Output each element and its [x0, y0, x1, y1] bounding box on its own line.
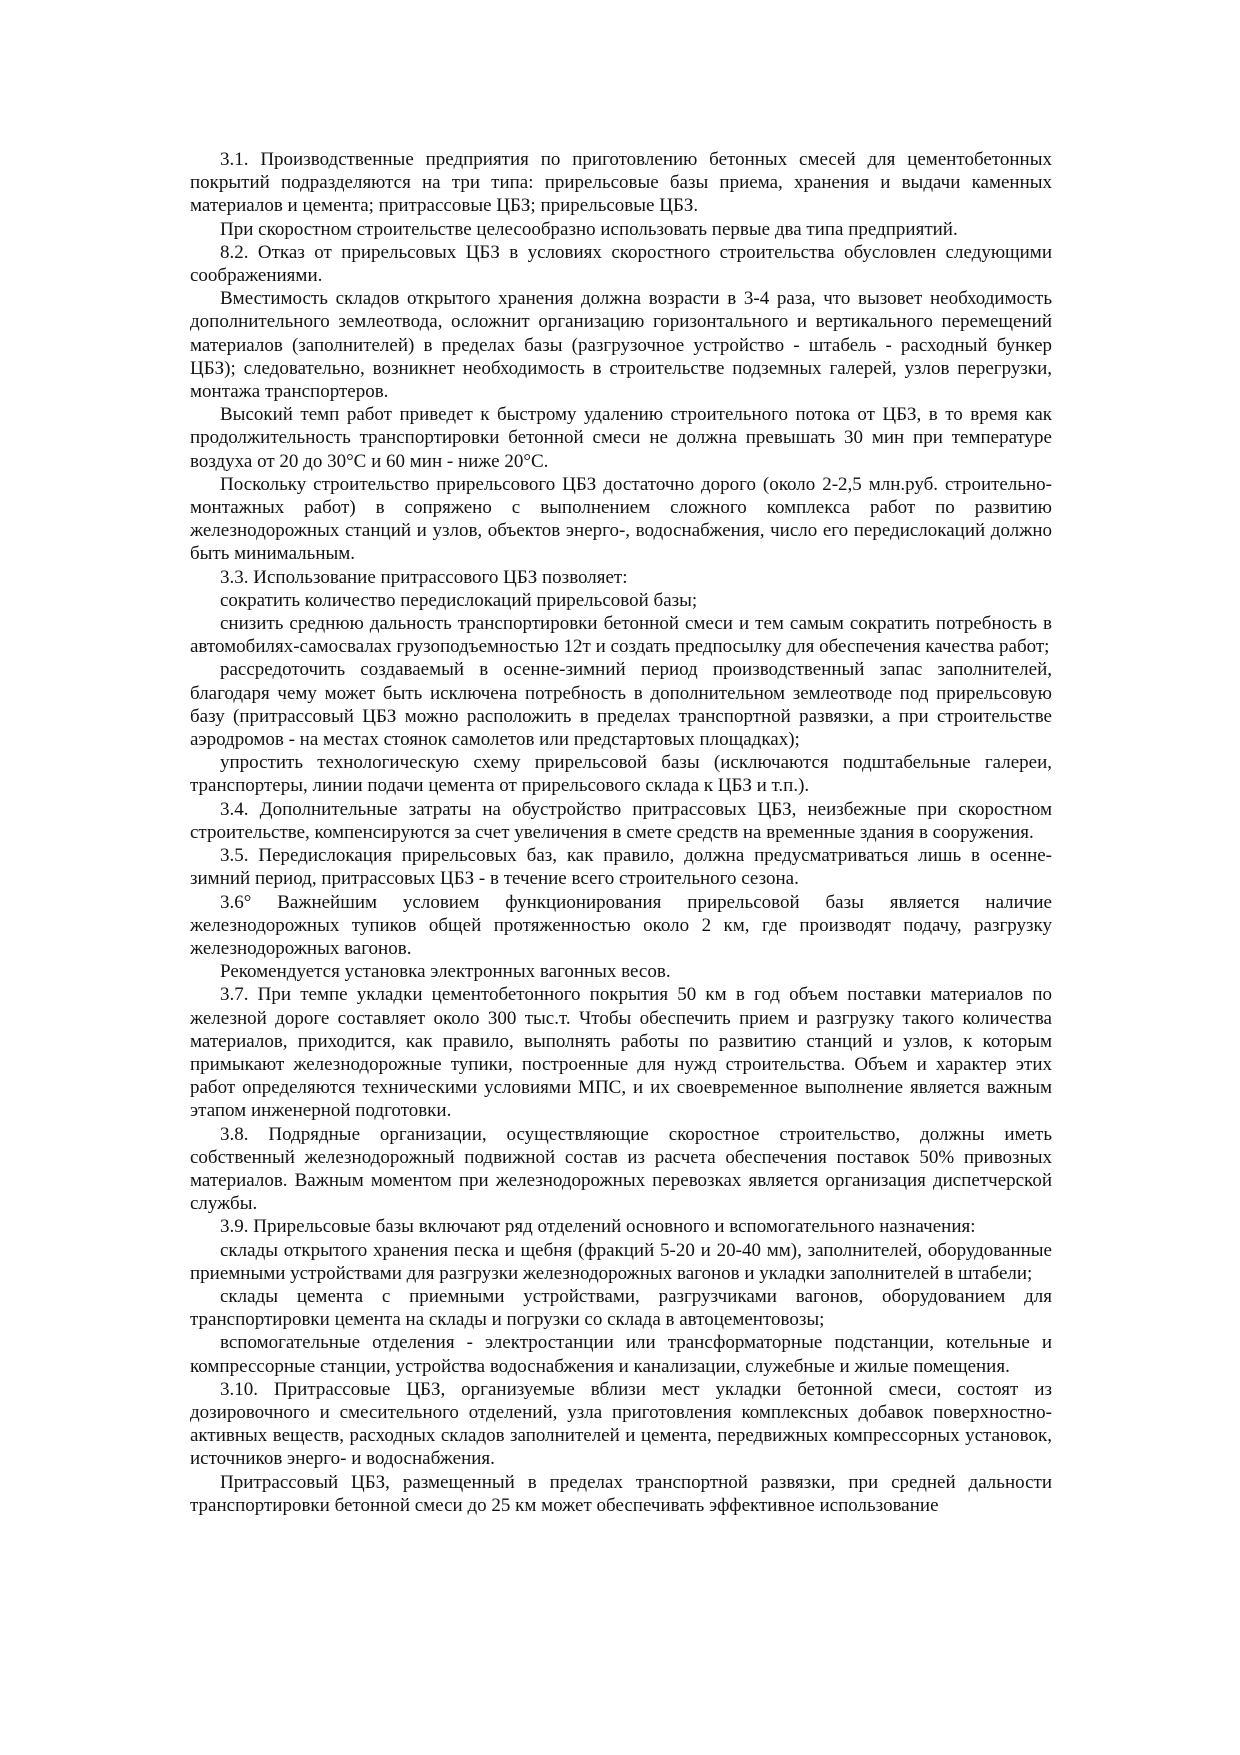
paragraph: Поскольку строительство прирельсового ЦБЗ достаточно дорого (около 2-2,5 млн.руб. строительно-монтажных работ) в сопряжено с выполнением сложного комплекса работ по развитию железнодорожных станций и узлов, объектов энерго-, водоснабжения, число его передислокаций должно быть минимальным. [190, 473, 1052, 565]
paragraph: рассредоточить создаваемый в осенне-зимний период производственный запас заполнителей, благодаря чему может быть исключена потребность в дополнительном землеотводе под прирельсовую базу (притрассовый ЦБЗ можно расположить в пределах транспортной развязки, а при строительстве аэродромов - на местах стоянок самолетов или предстартовых площадках); [190, 659, 1052, 751]
paragraph: Высокий темп работ приведет к быстрому удалению строительного потока от ЦБЗ, в то время как продолжительность транспортировки бетонной смеси не должна превышать 30 мин при температуре воздуха от 20 до 30°С и 60 мин - ниже 20°С. [190, 404, 1052, 472]
paragraph: 3.8. Подрядные организации, осуществляющие скоростное строительство, должны иметь собственный железнодорожный подвижной состав из расчета обеспечения поставок 50% привозных материалов. Важным моментом при железнодорожных перевозках является организация диспетчерской службы. [190, 1123, 1052, 1215]
paragraph: Вместимость складов открытого хранения должна возрасти в 3-4 раза, что вызовет необходимость дополнительного землеотвода, осложнит организацию горизонтального и вертикального перемещений материалов (заполнителей) в пределах базы (разгрузочное устройство - штабель - расходный бункер ЦБЗ); следовательно, возникнет необходимость в строительстве подземных галерей, узлов перегрузки, монтажа транспортеров. [190, 288, 1052, 403]
paragraph: 8.2. Отказ от прирельсовых ЦБЗ в условиях скоростного строительства обусловлен следующими соображениями. [190, 241, 1052, 287]
paragraph: склады открытого хранения песка и щебня (фракций 5-20 и 20-40 мм), заполнителей, оборудованные приемными устройствами для разгрузки железнодорожных вагонов и укладки заполнителей в штабели; [190, 1239, 1052, 1284]
paragraph: 3.7. При темпе укладки цементобетонного покрытия 50 км в год объем поставки материалов по железной дороге составляет около 300 тыс.т. Чтобы обеспечить прием и разгрузку такого количества материалов, приходится, как правило, выполнять работы по развитию станций и узлов, к которым примыкают железнодорожные тупики, построенные для нужд строительства. Объем и характер этих работ определяются техническими условиями МПС, и их своевременное выполнение является важным этапом инженерной подготовки. [190, 984, 1052, 1122]
paragraph: 3.6° Важнейшим условием функционирования прирельсовой базы является наличие железнодорожных тупиков общей протяженностью около 2 км, где производят подачу, разгрузку железнодорожных вагонов. [190, 891, 1052, 959]
paragraph: Притрассовый ЦБЗ, размещенный в пределах транспортной развязки, при средней дальности транспортировки бетонной смеси до 25 км может обеспечивать эффективное использование [190, 1471, 1052, 1516]
paragraph: Рекомендуется установка электронных вагонных весов. [220, 961, 671, 983]
paragraph: При скоростном строительстве целесообразно использовать первые два типа предприятий. [220, 218, 958, 240]
paragraph: 3.10. Притрассовые ЦБЗ, организуемые вблизи мест укладки бетонной смеси, состоят из дозировочного и смесительного отделений, узла приготовления комплексных добавок поверхностно-активных веществ, расходных складов заполнителей и цемента, передвижных компрессорных установок, источников энерго- и водоснабжения. [190, 1378, 1052, 1470]
paragraph: 3.5. Передислокация прирельсовых баз, как правило, должна предусматриваться лишь в осенне-зимний период, притрассовых ЦБЗ - в течение всего строительного сезона. [190, 845, 1052, 890]
paragraph: 3.1. Производственные предприятия по приготовлению бетонных смесей для цементобетонных покрытий подразделяются на три типа: прирельсовые базы приема, хранения и выдачи каменных материалов и цемента; притрассовые ЦБЗ; прирельсовые ЦБЗ. [190, 149, 1052, 217]
paragraph: 3.9. Прирельсовые базы включают ряд отделений основного и вспомогательного назначения: [220, 1216, 976, 1238]
paragraph: 3.4. Дополнительные затраты на обустройство притрассовых ЦБЗ, неизбежные при скоростном строительстве, компенсируются за счет увеличения в смете средств на временные здания в сооружения. [190, 798, 1052, 843]
paragraph: вспомогательные отделения - электростанции или трансформаторные подстанции, котельные и компрессорные станции, устройства водоснабжения и канализации, служебные и жилые помещения. [190, 1332, 1052, 1377]
paragraph: упростить технологическую схему прирельсовой базы (исключаются подштабельные галереи, транспортеры, линии подачи цемента от прирельсового склада к ЦБЗ и т.п.). [190, 752, 1052, 797]
paragraph: сократить количество передислокаций прирельсовой базы; [220, 589, 698, 611]
paragraph: 3.3. Использование притрассового ЦБЗ позволяет: [220, 566, 628, 588]
document-page [190, 148, 1052, 1517]
paragraph: снизить среднюю дальность транспортировки бетонной смеси и тем самым сократить потребность в автомобилях-самосвалах грузоподъемностью 12т и создать предпосылку для обеспечения качества работ; [190, 613, 1052, 658]
paragraph: склады цемента с приемными устройствами, разгрузчиками вагонов, оборудованием для транспортировки цемента на склады и погрузки со склада в автоцементовозы; [190, 1285, 1052, 1331]
